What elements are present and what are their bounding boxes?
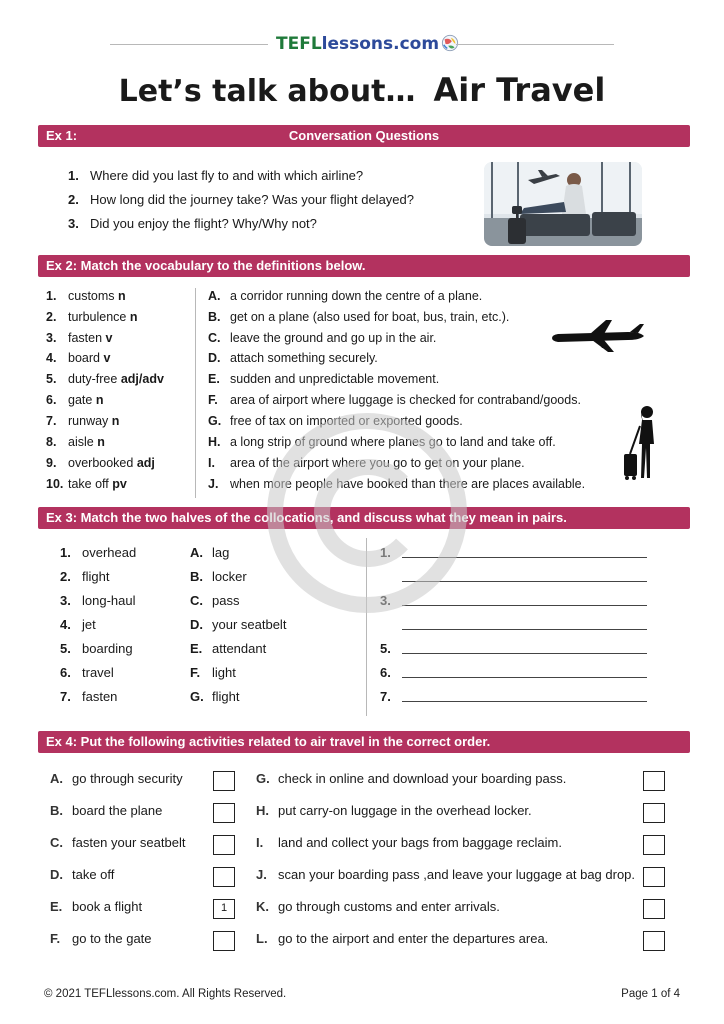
airplane-silhouette-icon xyxy=(550,320,646,354)
answer-line[interactable] xyxy=(380,569,647,585)
vocab-item: 3. fasten v xyxy=(46,331,113,345)
ex2-heading: Ex 2: Match the vocabulary to the definitions below. xyxy=(46,258,366,273)
answer-line[interactable]: 6. xyxy=(380,665,647,681)
order-box[interactable] xyxy=(213,867,235,887)
order-box[interactable] xyxy=(643,931,665,951)
order-box[interactable] xyxy=(643,771,665,791)
activity-item: K. go through customs and enter arrivals. xyxy=(256,899,500,914)
activity-item: H. put carry-on luggage in the overhead locker. xyxy=(256,803,532,818)
order-box[interactable] xyxy=(643,835,665,855)
collocation-right-item: C. pass xyxy=(190,593,240,608)
ex1-label: Ex 1: xyxy=(46,128,78,143)
answer-line[interactable]: 3. xyxy=(380,593,647,609)
activity-item: I. land and collect your bags from baggage reclaim. xyxy=(256,835,562,850)
ex1-header-bar xyxy=(38,125,690,147)
order-box[interactable] xyxy=(213,771,235,791)
activity-item: J. scan your boarding pass ,and leave your luggage at bag drop. xyxy=(256,867,636,882)
footer-page-number: Page 1 of 4 xyxy=(621,988,680,1000)
collocation-right-item: G. flight xyxy=(190,689,240,704)
logo-text-lessons: lessons.com xyxy=(321,34,440,54)
activity-item: D. take off xyxy=(50,867,115,882)
airport-traveller-photo xyxy=(484,162,642,246)
vocab-item: 2. turbulence n xyxy=(46,310,138,324)
activity-item: C. fasten your seatbelt xyxy=(50,835,186,850)
activity-item: E. book a flight xyxy=(50,899,143,914)
ex2-header-bar xyxy=(38,255,690,277)
order-box[interactable] xyxy=(643,867,665,887)
ex4-header-bar xyxy=(38,731,690,753)
collocation-right-item: E. attendant xyxy=(190,641,267,656)
ex3-heading: Ex 3: Match the two halves of the collocations, and discuss what they mean in pairs. xyxy=(46,510,567,525)
vocab-item: 7. runway n xyxy=(46,414,120,428)
collocation-right-item: F. light xyxy=(190,665,236,680)
logo-text-tefl: TEFL xyxy=(276,34,322,54)
collocation-left-item: 6. travel xyxy=(60,665,114,680)
logo-row xyxy=(110,32,614,56)
vocab-item: 4. board v xyxy=(46,351,111,365)
question-item: 3. Did you enjoy the flight? Why/Why not? xyxy=(68,216,317,231)
vocab-item: 6. gate n xyxy=(46,393,104,407)
activity-item: A. go through security xyxy=(50,771,183,786)
order-box[interactable] xyxy=(643,803,665,823)
question-item: 1. Where did you last fly to and with which airline? xyxy=(68,168,364,183)
page-title xyxy=(0,70,724,112)
order-box[interactable] xyxy=(213,931,235,951)
answer-line[interactable]: 7. xyxy=(380,689,647,705)
activity-item: L. go to the airport and enter the departures area. xyxy=(256,931,549,946)
definition-item: F. area of airport where luggage is checked for contraband/goods. xyxy=(208,393,581,407)
collocation-left-item: 2. flight xyxy=(60,569,110,584)
collocation-left-item: 3. long-haul xyxy=(60,593,136,608)
vocab-item: 8. aisle n xyxy=(46,435,105,449)
traveller-woman-silhouette-icon xyxy=(620,404,664,482)
question-item: 2. How long did the journey take? Was your flight delayed? xyxy=(68,192,414,207)
collocation-left-item: 7. fasten xyxy=(60,689,118,704)
definition-item: C. leave the ground and go up in the air. xyxy=(208,331,437,345)
ex3-header-bar xyxy=(38,507,690,529)
definition-item: D. attach something securely. xyxy=(208,351,378,365)
vocab-item: 1. customs n xyxy=(46,289,126,303)
ex4-heading: Ex 4: Put the following activities related to air travel in the correct order. xyxy=(46,734,491,749)
answer-line[interactable] xyxy=(380,617,647,633)
title-topic: Air Travel xyxy=(433,71,606,109)
vocab-item: 5. duty-free adj/adv xyxy=(46,372,164,386)
ex3-column-divider xyxy=(366,538,367,716)
definition-item: G. free of tax on imported or exported goods. xyxy=(208,414,463,428)
definition-item: A. a corridor running down the centre of a plane. xyxy=(208,289,483,303)
collocation-right-item: B. locker xyxy=(190,569,247,584)
collocation-right-item: A. lag xyxy=(190,545,230,560)
answer-line[interactable]: 5. xyxy=(380,641,647,657)
collocation-left-item: 5. boarding xyxy=(60,641,133,656)
ex2-column-divider xyxy=(195,288,196,498)
definition-item: I. area of the airport where you go to get on your plane. xyxy=(208,456,525,470)
activity-item: G. check in online and download your boarding pass. xyxy=(256,771,567,786)
collocation-left-item: 4. jet xyxy=(60,617,96,632)
order-box[interactable] xyxy=(213,835,235,855)
title-lead: Let’s talk about… xyxy=(118,74,416,109)
collocation-right-item: D. your seatbelt xyxy=(190,617,287,632)
order-box[interactable]: 1 xyxy=(213,899,235,919)
definition-item: E. sudden and unpredictable movement. xyxy=(208,372,440,386)
answer-line[interactable]: 1. xyxy=(380,545,647,561)
definition-item: J. when more people have booked than there are places available. xyxy=(208,477,586,491)
logo-divider-right xyxy=(456,44,614,45)
activity-item: F. go to the gate xyxy=(50,931,152,946)
definition-item: H. a long strip of ground where planes go to land and take off. xyxy=(208,435,556,449)
footer-copyright: © 2021 TEFLlessons.com. All Rights Reserved. xyxy=(44,988,287,1000)
logo-divider-left xyxy=(110,44,268,45)
order-box[interactable] xyxy=(643,899,665,919)
vocab-item: 10. take off pv xyxy=(46,477,127,491)
order-box[interactable] xyxy=(213,803,235,823)
definition-item: B. get on a plane (also used for boat, bus, train, etc.). xyxy=(208,310,510,324)
collocation-left-item: 1. overhead xyxy=(60,545,137,560)
site-logo xyxy=(276,32,448,56)
globe-icon xyxy=(441,34,459,52)
activity-item: B. board the plane xyxy=(50,803,163,818)
ex1-heading: Conversation Questions xyxy=(288,128,440,143)
vocab-item: 9. overbooked adj xyxy=(46,456,155,470)
